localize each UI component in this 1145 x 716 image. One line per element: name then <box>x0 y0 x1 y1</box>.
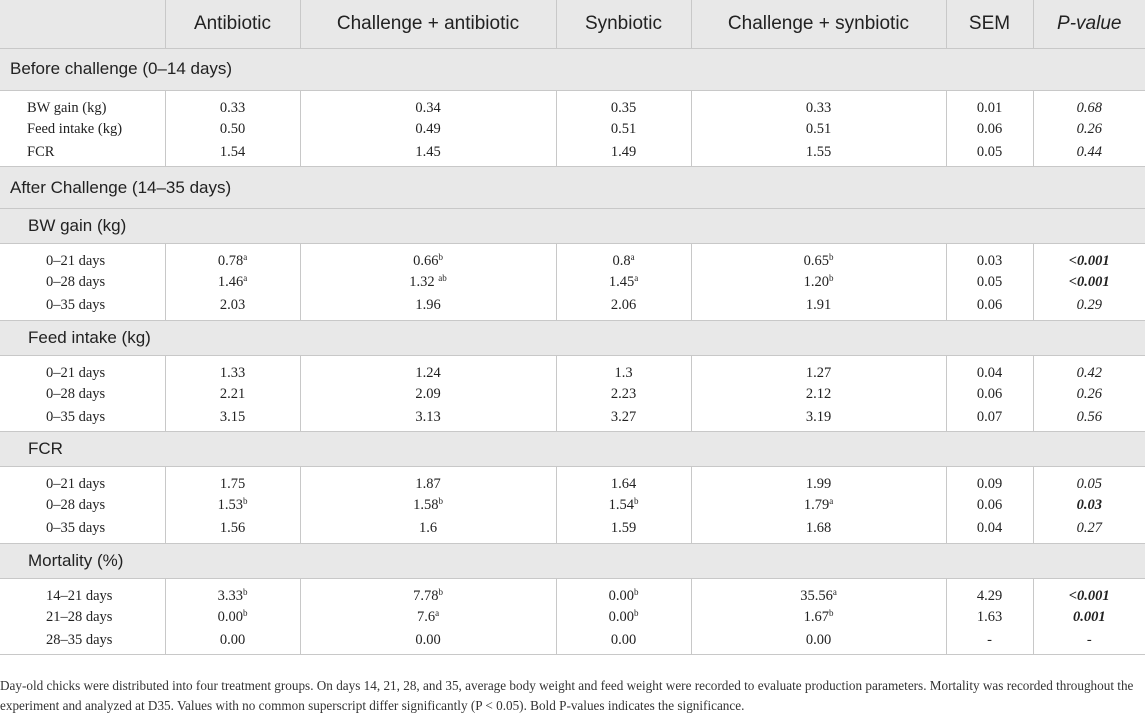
treatment-value-cell <box>165 382 300 407</box>
section-title: After Challenge (14–35 days) <box>0 167 1145 209</box>
treatment-value-cell <box>165 295 300 320</box>
table-row <box>0 244 1145 271</box>
treatment-value-cell <box>556 270 691 295</box>
significance-superscript: a <box>634 273 639 283</box>
p-value-cell <box>1033 244 1145 271</box>
treatment-value-cell-value: 1.87 <box>415 476 441 492</box>
p-value-cell-value: 0.29 <box>1076 297 1102 314</box>
treatment-value-cell-value: 0.00 <box>805 631 832 648</box>
p-value-cell <box>1033 90 1145 117</box>
treatment-value-cell <box>300 90 556 117</box>
treatment-value-cell <box>556 467 691 494</box>
subsection-title: BW gain (kg) <box>0 209 1145 244</box>
treatment-value-cell <box>556 605 691 630</box>
treatment-value-cell-value: 1.55 <box>805 143 832 160</box>
section-title: Before challenge (0–14 days) <box>0 48 1145 90</box>
column-header-p-value: P-value <box>1033 0 1145 48</box>
significance-superscript: ab <box>438 273 447 283</box>
treatment-value-cell <box>300 270 556 295</box>
treatment-value-cell <box>556 493 691 518</box>
treatment-value-cell <box>165 355 300 382</box>
treatment-value-cell-value: 0.35 <box>610 99 637 116</box>
p-value-cell-value: 0.27 <box>1076 520 1102 537</box>
treatment-value-cell <box>691 244 946 271</box>
significance-superscript: b <box>242 607 248 618</box>
p-value-cell-value: 0.03 <box>1076 497 1102 513</box>
treatment-value-cell <box>691 270 946 295</box>
treatment-value-cell <box>556 382 691 407</box>
treatment-value-cell-value: 0.00 <box>610 631 637 648</box>
row-label: 21–28 days <box>46 608 113 625</box>
significance-superscript: a <box>832 586 837 597</box>
treatment-value-cell <box>556 117 691 142</box>
significance-superscript: a <box>435 607 440 618</box>
treatment-value-cell-value: 2.09 <box>415 385 441 402</box>
sem-cell-value: 0.06 <box>976 385 1003 402</box>
subsection-header-row <box>0 432 1145 467</box>
treatment-value-cell-value: 1.32 <box>409 274 439 290</box>
treatment-value-cell-value: 7.78 <box>413 587 439 604</box>
row-label: 0–35 days <box>0 407 165 432</box>
sem-cell-value: - <box>987 631 992 648</box>
significance-superscript: b <box>438 586 443 597</box>
treatment-value-cell <box>556 90 691 117</box>
treatment-value-cell-value: 1.59 <box>610 520 637 537</box>
p-value-cell-value: 0.44 <box>1076 143 1102 160</box>
subsection-header-row <box>0 209 1145 244</box>
significance-superscript: a <box>243 273 248 283</box>
treatment-value-cell-value: 1.27 <box>805 364 832 381</box>
treatment-value-cell-value: 1.99 <box>805 476 832 492</box>
section-header-row <box>0 48 1145 90</box>
treatment-value-cell <box>165 90 300 117</box>
subsection-header-row <box>0 320 1145 355</box>
significance-superscript: b <box>633 496 639 506</box>
treatment-value-cell-value: 0.51 <box>805 120 832 137</box>
treatment-value-cell-value: 1.49 <box>610 143 637 160</box>
row-label: BW gain (kg) <box>27 99 107 116</box>
sem-cell-value: 0.06 <box>976 297 1003 314</box>
sem-cell-value: 1.63 <box>976 608 1003 625</box>
treatment-value-cell <box>691 467 946 494</box>
treatment-value-cell <box>165 493 300 518</box>
subsection-title: Mortality (%) <box>0 543 1145 578</box>
p-value-cell <box>1033 407 1145 432</box>
treatment-value-cell <box>556 407 691 432</box>
significance-superscript: b <box>438 496 443 506</box>
treatment-value-cell-value: 1.56 <box>219 520 246 537</box>
sem-cell <box>946 90 1033 117</box>
treatment-value-cell <box>691 142 946 167</box>
treatment-value-cell-value: 1.3 <box>614 364 633 381</box>
treatment-value-cell <box>300 407 556 432</box>
sem-cell-value: 0.04 <box>976 520 1003 537</box>
significance-superscript: b <box>828 252 834 262</box>
treatment-value-cell-value: 0.49 <box>415 120 441 137</box>
treatment-value-cell-value: 0.78 <box>217 253 244 269</box>
sem-cell-value: 4.29 <box>976 587 1003 604</box>
treatment-value-cell <box>300 605 556 630</box>
sem-cell <box>946 270 1033 295</box>
sem-cell <box>946 407 1033 432</box>
treatment-value-cell <box>165 467 300 494</box>
p-value-cell <box>1033 295 1145 320</box>
row-label: 0–28 days <box>46 497 106 513</box>
sem-cell <box>946 493 1033 518</box>
treatment-value-cell-value: 0.8 <box>612 253 631 269</box>
significance-superscript: b <box>242 496 248 506</box>
sem-cell-value: 0.01 <box>976 99 1003 116</box>
table-body <box>0 48 1145 655</box>
p-value-cell <box>1033 518 1145 543</box>
row-label: 0–35 days <box>0 295 165 320</box>
sem-cell <box>946 578 1033 605</box>
treatment-value-cell-value: 1.67 <box>803 608 829 625</box>
significance-superscript: a <box>630 252 635 262</box>
p-value-cell-value: 0.56 <box>1076 408 1102 425</box>
sem-cell-value: 0.07 <box>976 408 1003 425</box>
treatment-value-cell-value: 1.54 <box>608 497 634 513</box>
sem-cell <box>946 605 1033 630</box>
treatment-value-cell-value: 1.79 <box>803 497 830 513</box>
significance-superscript: b <box>828 273 834 283</box>
treatment-value-cell-value: 1.53 <box>217 497 243 513</box>
treatment-value-cell-value: 2.23 <box>610 385 637 402</box>
row-label: 14–21 days <box>46 587 113 604</box>
treatment-value-cell-value: 7.6 <box>416 608 436 625</box>
p-value-cell-value: 0.001 <box>1072 608 1106 625</box>
sem-cell <box>946 467 1033 494</box>
treatment-value-cell-value: 0.66 <box>413 253 439 269</box>
treatment-value-cell <box>556 630 691 655</box>
table-row <box>0 295 1145 320</box>
treatment-value-cell <box>300 518 556 543</box>
row-label: FCR <box>0 142 165 167</box>
significance-superscript: b <box>633 586 639 597</box>
table-footnote: Day-old chicks were distributed into four treatment groups. On days 14, 21, 28, and 35, average body weight and feed weight were recorded to evaluate production parameters. Mortality was recorded throughout the experiment and analyzed at D35. Values with no common superscript differ significantly (P < 0.05). Bold P-values indicates the significance. <box>0 678 1134 713</box>
treatment-value-cell <box>556 244 691 271</box>
column-header-synbiotic: Synbiotic <box>556 0 691 48</box>
treatment-value-cell-value: 0.33 <box>805 99 832 116</box>
treatment-value-cell-value: 1.45 <box>415 143 441 160</box>
significance-superscript: a <box>829 496 834 506</box>
table-row <box>0 355 1145 382</box>
treatment-value-cell <box>691 382 946 407</box>
sem-cell-value: 0.04 <box>976 364 1003 381</box>
treatment-value-cell-value: 3.33 <box>217 587 243 604</box>
p-value-cell-value: 0.68 <box>1076 99 1102 116</box>
subsection-header-row <box>0 543 1145 578</box>
header-row <box>0 0 1145 48</box>
treatment-value-cell-value: 1.33 <box>219 364 246 381</box>
treatment-value-cell <box>691 90 946 117</box>
treatment-value-cell-value: 0.33 <box>219 99 246 116</box>
sem-cell-value: 0.03 <box>976 253 1003 269</box>
treatment-value-cell-value: 2.21 <box>219 385 246 402</box>
treatment-value-cell-value: 2.03 <box>219 297 246 314</box>
significance-superscript: b <box>633 607 639 618</box>
column-header-antibiotic: Antibiotic <box>165 0 300 48</box>
sem-cell-value: 0.06 <box>976 120 1003 137</box>
p-value-cell <box>1033 467 1145 494</box>
table-row <box>0 382 1145 407</box>
treatment-value-cell <box>691 355 946 382</box>
p-value-cell <box>1033 270 1145 295</box>
p-value-cell <box>1033 493 1145 518</box>
treatment-value-cell-value: 0.00 <box>217 608 243 625</box>
row-label: Feed intake (kg) <box>27 120 123 137</box>
section-header-row <box>0 167 1145 209</box>
treatment-value-cell <box>691 295 946 320</box>
table-row <box>0 407 1145 432</box>
p-value-cell-value: - <box>1086 631 1092 648</box>
treatment-value-cell <box>165 244 300 271</box>
treatment-value-cell <box>165 117 300 142</box>
p-value-cell-value: 0.05 <box>1076 476 1102 492</box>
p-value-cell-value: 0.26 <box>1076 385 1102 402</box>
p-value-cell-value: <0.001 <box>1068 253 1110 269</box>
treatment-value-cell <box>300 142 556 167</box>
sem-cell <box>946 518 1033 543</box>
row-label: 0–21 days <box>46 253 106 269</box>
column-header-challenge-antibiotic: Challenge + antibiotic <box>300 0 556 48</box>
treatment-value-cell <box>300 493 556 518</box>
significance-superscript: b <box>438 252 443 262</box>
row-label: 0–28 days <box>46 385 106 402</box>
sem-cell-value: 0.06 <box>976 497 1003 513</box>
treatment-value-cell-value: 1.91 <box>805 297 832 314</box>
treatment-value-cell-value: 0.51 <box>610 120 637 137</box>
treatment-value-cell-value: 1.6 <box>418 520 438 537</box>
treatment-value-cell <box>691 407 946 432</box>
treatment-value-cell-value: 3.15 <box>219 408 246 425</box>
p-value-cell-value: 0.26 <box>1076 120 1102 137</box>
table-row <box>0 518 1145 543</box>
row-label: 0–28 days <box>46 274 106 290</box>
treatment-value-cell-value: 0.00 <box>219 631 246 648</box>
sem-cell-value: 0.05 <box>976 143 1003 160</box>
column-header-sem: SEM <box>946 0 1033 48</box>
treatment-value-cell-value: 1.24 <box>415 364 441 381</box>
p-value-cell-value: 0.42 <box>1076 364 1102 381</box>
treatment-value-cell-value: 0.00 <box>608 587 634 604</box>
treatment-value-cell <box>165 518 300 543</box>
p-value-cell-value: <0.001 <box>1068 274 1110 290</box>
treatment-value-cell <box>300 355 556 382</box>
sem-cell <box>946 382 1033 407</box>
treatment-value-cell-value: 1.46 <box>217 274 244 290</box>
treatment-value-cell-value: 2.06 <box>610 297 637 314</box>
treatment-value-cell-value: 2.12 <box>805 385 832 402</box>
treatment-value-cell <box>691 493 946 518</box>
treatment-value-cell <box>300 244 556 271</box>
table-row <box>0 493 1145 518</box>
sem-cell-value: 0.09 <box>976 476 1003 492</box>
treatment-value-cell-value: 0.65 <box>803 253 829 269</box>
sem-cell <box>946 117 1033 142</box>
treatment-value-cell <box>691 630 946 655</box>
treatment-value-cell <box>300 382 556 407</box>
significance-superscript: a <box>243 252 248 262</box>
p-value-cell <box>1033 142 1145 167</box>
treatment-value-cell <box>300 630 556 655</box>
p-value-cell-value: <0.001 <box>1068 587 1110 604</box>
treatment-value-cell <box>556 578 691 605</box>
treatment-value-cell <box>691 605 946 630</box>
treatment-value-cell <box>165 605 300 630</box>
row-label: 0–21 days <box>46 476 106 492</box>
significance-superscript: b <box>828 607 834 618</box>
treatment-value-cell-value: 3.27 <box>610 408 637 425</box>
treatment-value-cell-value: 1.75 <box>219 476 246 492</box>
treatment-value-cell <box>556 142 691 167</box>
treatment-value-cell <box>556 355 691 382</box>
p-value-cell <box>1033 630 1145 655</box>
p-value-cell <box>1033 117 1145 142</box>
treatment-value-cell-value: 0.50 <box>219 120 246 137</box>
table-row <box>0 605 1145 630</box>
treatment-value-cell <box>691 117 946 142</box>
treatment-value-cell <box>300 295 556 320</box>
treatment-value-cell-value: 1.54 <box>219 143 246 160</box>
column-header-label <box>0 0 165 48</box>
table-row <box>0 90 1145 117</box>
treatment-value-cell <box>300 578 556 605</box>
column-header-challenge-synbiotic: Challenge + synbiotic <box>691 0 946 48</box>
table-row <box>0 117 1145 142</box>
treatment-value-cell-value: 35.56 <box>800 587 833 604</box>
treatment-value-cell <box>300 467 556 494</box>
treatment-value-cell-value: 1.68 <box>805 520 832 537</box>
treatment-value-cell <box>556 518 691 543</box>
treatment-value-cell <box>300 117 556 142</box>
treatment-value-cell <box>165 270 300 295</box>
p-value-cell <box>1033 382 1145 407</box>
treatment-value-cell <box>691 578 946 605</box>
treatment-value-cell-value: 1.58 <box>413 497 439 513</box>
treatment-value-cell-value: 0.00 <box>608 608 634 625</box>
treatment-value-cell-value: 1.64 <box>610 476 637 492</box>
treatment-value-cell-value: 1.20 <box>803 274 829 290</box>
sem-cell <box>946 142 1033 167</box>
sem-cell <box>946 630 1033 655</box>
table-row <box>0 142 1145 167</box>
treatment-value-cell <box>556 295 691 320</box>
row-label: 28–35 days <box>0 630 165 655</box>
table-row <box>0 270 1145 295</box>
table-row <box>0 467 1145 494</box>
treatment-value-cell <box>165 142 300 167</box>
sem-cell-value: 0.05 <box>976 274 1003 290</box>
significance-superscript: b <box>242 586 248 597</box>
treatment-value-cell <box>165 630 300 655</box>
treatment-value-cell-value: 1.96 <box>415 297 441 314</box>
subsection-title: Feed intake (kg) <box>0 320 1145 355</box>
p-value-cell <box>1033 605 1145 630</box>
sem-cell <box>946 244 1033 271</box>
table-row <box>0 578 1145 605</box>
treatment-value-cell-value: 0.00 <box>415 631 441 648</box>
row-label: 0–35 days <box>0 518 165 543</box>
treatment-value-cell <box>165 407 300 432</box>
subsection-title: FCR <box>0 432 1145 467</box>
sem-cell <box>946 295 1033 320</box>
p-value-cell <box>1033 355 1145 382</box>
table-row <box>0 630 1145 655</box>
treatment-value-cell-value: 0.34 <box>415 99 441 116</box>
p-value-cell <box>1033 578 1145 605</box>
treatment-value-cell <box>691 518 946 543</box>
sem-cell <box>946 355 1033 382</box>
treatment-value-cell <box>165 578 300 605</box>
row-label: 0–21 days <box>46 364 106 381</box>
treatment-value-cell-value: 3.19 <box>805 408 832 425</box>
treatment-value-cell-value: 3.13 <box>415 408 441 425</box>
treatment-value-cell-value: 1.45 <box>608 274 635 290</box>
